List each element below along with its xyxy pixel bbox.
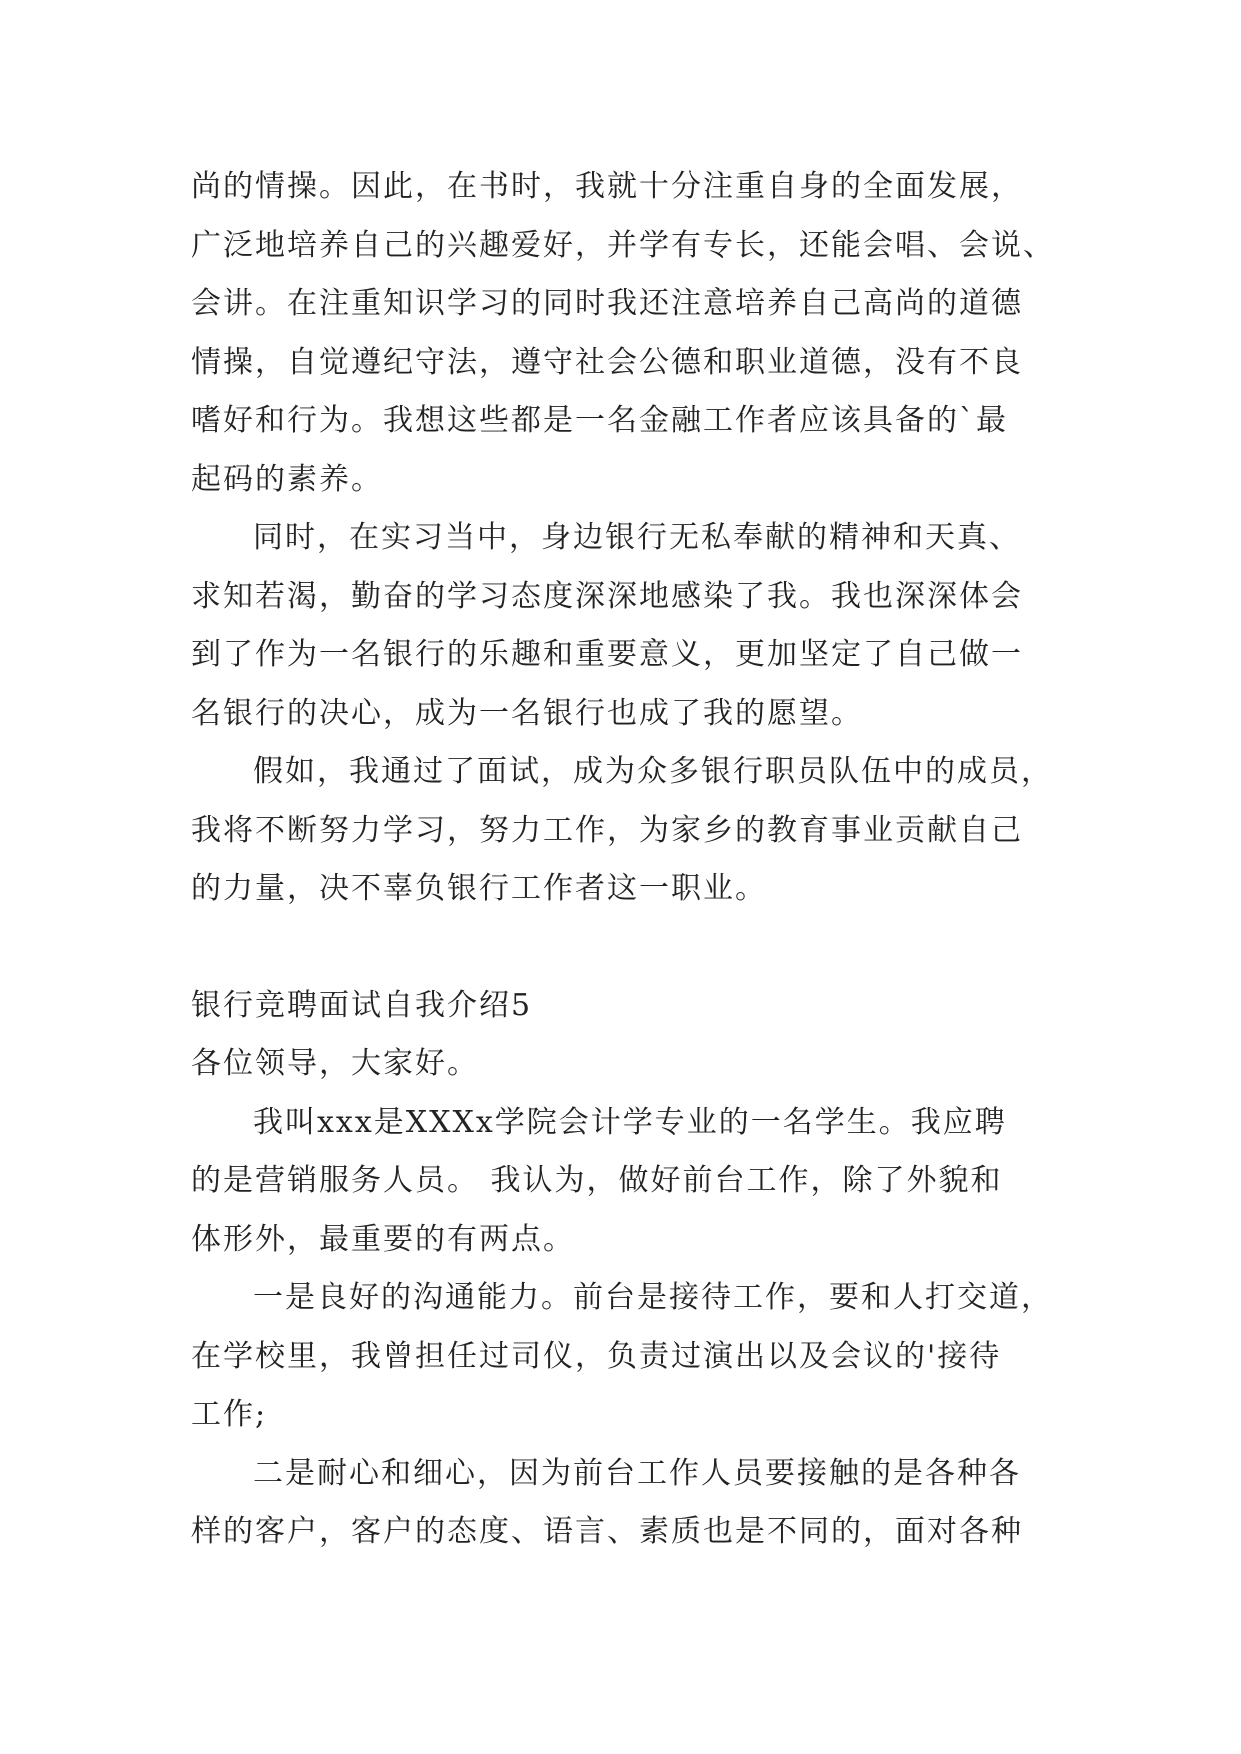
paragraph (191, 743, 1071, 919)
text-line: 我将不断努力学习，努力工作，为家乡的教育事业贡献自己 (191, 812, 1023, 848)
text-line: 起码的素养。 (191, 461, 383, 497)
paragraph (191, 158, 1071, 509)
text-line: 名银行的决心，成为一名银行也成了我的愿望。 (191, 695, 863, 731)
section-title: 银行竞聘面试自我介绍5 (191, 987, 533, 1023)
text-line: 在学校里，我曾担任过司仪，负责过演出以及会议的'接待 (191, 1338, 1002, 1374)
text-line: 二是耐心和细心，因为前台工作人员要接触的是各种各 (253, 1455, 1021, 1491)
text-line: 的力量，决不辜负银行工作者这一职业。 (191, 871, 767, 906)
text-line: 尚的情操。因此，在书时，我就十分注重自身的全面发展， (191, 169, 1023, 204)
text-line: 工作; (191, 1397, 268, 1432)
text-line: 我叫xxx是XXXx学院会计学专业的一名学生。我应聘 (253, 1104, 1007, 1140)
text-line: 会讲。在注重知识学习的同时我还注意培养自己高尚的道德 (191, 286, 1023, 321)
text-line: 情操，自觉遵纪守法，遵守社会公德和职业道德，没有不良 (191, 344, 1023, 380)
text-line: 的是营销服务人员。 我认为，做好前台工作，除了外貌和 (191, 1163, 1003, 1198)
text-line: 样的客户，客户的态度、语言、素质也是不同的，面对各种 (191, 1514, 1023, 1549)
paragraph (191, 1094, 1071, 1270)
section-spacer (191, 919, 1071, 977)
text-line: 嗜好和行为。我想这些都是一名金融工作者应该具备的`最 (191, 403, 1008, 438)
text-line: 到了作为一名银行的乐趣和重要意义，更加坚定了自己做一 (191, 637, 1023, 672)
text-line: 同时，在实习当中，身边银行无私奉献的精神和天真、 (253, 520, 1021, 555)
paragraph (191, 509, 1071, 743)
text-line: 一是良好的沟通能力。前台是接待工作，要和人打交道， (253, 1280, 1053, 1315)
greeting: 各位领导，大家好。 (191, 1046, 479, 1081)
text-line: 体形外，最重要的有两点。 (191, 1221, 575, 1257)
text-line: 求知若渴，勤奋的学习态度深深地感染了我。我也深深体会 (191, 578, 1023, 614)
text-line: 广泛地培养自己的兴趣爱好，并学有专长，还能会唱、会说、 (191, 227, 1055, 263)
paragraph (191, 1445, 1071, 1562)
text-line: 假如，我通过了面试，成为众多银行职员队伍中的成员， (253, 754, 1053, 789)
document-body (191, 158, 1071, 1562)
paragraph (191, 1269, 1071, 1445)
